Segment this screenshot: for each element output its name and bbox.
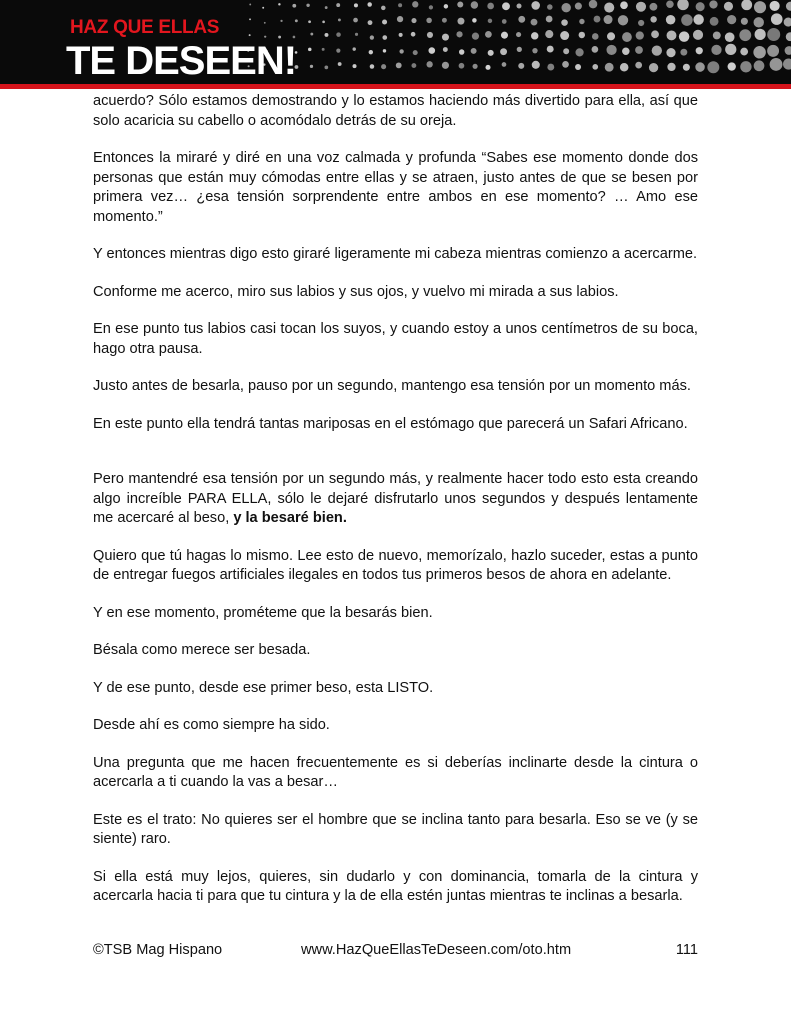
halftone-dot [767,45,779,57]
halftone-dot [741,0,752,10]
paragraph: En ese punto tus labios casi tocan los suyos, y cuando estoy a unos centímetros de su boca, hago otra pausa. [93,321,698,357]
halftone-dot [604,15,613,24]
halftone-dot [398,3,402,7]
halftone-dot [693,14,703,24]
halftone-dot [575,48,583,56]
halftone-dot [740,48,748,56]
halftone-dot [636,31,644,39]
halftone-dot [635,62,642,69]
halftone-dot [713,31,721,39]
halftone-dot [354,3,358,7]
halftone-dot [502,2,510,10]
halftone-dot [411,18,416,23]
halftone-dot [381,64,386,69]
halftone-dot [560,31,569,40]
halftone-dot [693,30,703,40]
halftone-dot [784,18,791,27]
halftone-dot [605,63,614,72]
halftone-dot [547,4,553,10]
halftone-dot [369,50,373,54]
halftone-dot [262,7,264,9]
halftone-dot [579,19,584,24]
halftone-dot [306,4,309,7]
halftone-dot [399,49,403,53]
halftone-dot [382,35,387,40]
halftone-dot [594,16,601,23]
halftone-dot [485,65,490,70]
halftone-dot [325,6,328,9]
halftone-dot [635,46,643,54]
paragraph: Entonces la miraré y diré en una voz calmada y profunda “Sabes ese momento donde dos personas que están muy cómodas entre ellas y se atraen, justo antes de que se besen por primera vez… ¿esa tensión sorprendente entre ambos en ese momento? … Amo ese momento.” [93,150,698,225]
halftone-dot [457,1,463,7]
halftone-dot [531,19,538,26]
halftone-dot [563,48,569,54]
halftone-dot [336,49,340,53]
halftone-dot [739,29,751,41]
halftone-dot [785,46,791,55]
halftone-dot [767,28,780,41]
halftone-dot [444,4,448,8]
halftone-dot [561,3,570,12]
halftone-dot [741,18,748,25]
halftone-dot [754,17,764,27]
footer-copyright: ©TSB Mag Hispano [93,942,223,958]
halftone-dot [249,34,251,36]
halftone-dot [517,47,522,52]
halftone-dot [502,62,507,67]
paragraph: Este es el trato: No quieres ser el hombre que se inclina tanto para besarla. Eso se ve (y se siente) raro. [93,811,698,847]
halftone-dot [367,2,372,7]
halftone-dot [725,32,735,42]
halftone-dot [264,22,266,24]
halftone-dot [771,13,783,25]
halftone-dot [353,47,356,50]
halftone-dot [679,31,690,42]
halftone-dot [338,62,342,66]
halftone-dot [353,18,358,23]
halftone-dot [652,45,662,55]
header-title-big: TE DESEEN! [66,39,297,83]
halftone-dot [457,18,464,25]
halftone-dot [310,33,313,36]
halftone-dot [546,16,553,23]
halftone-dot [459,49,464,54]
halftone-dot [786,2,791,11]
halftone-dot [592,46,599,53]
halftone-dot [442,62,449,69]
halftone-dot [427,32,433,38]
halftone-dot [575,3,582,10]
halftone-dot [249,18,251,20]
halftone-dot [696,47,703,54]
paragraph: Desde ahí es como siempre ha sido. [93,717,330,733]
halftone-dot [502,19,507,24]
halftone-dot [517,3,522,8]
halftone-dot [680,49,687,56]
halftone-dot [770,1,780,11]
halftone-dot [725,44,736,55]
halftone-dot [753,46,765,58]
halftone-dot [666,48,675,57]
halftone-dot [472,33,479,40]
halftone-dot [336,32,341,37]
halftone-dot [677,0,689,10]
halftone-dot [666,0,674,8]
paragraph-text: Pero mantendré esa tensión por un segundo más, y realmente hacer todo esto esta creando algo increíble PARA ELLA, sólo le dejaré disfrutarlo unos segundos y después lentamente me acercaré al beso, [93,471,698,526]
halftone-dot [471,1,478,8]
halftone-dot [681,14,693,26]
halftone-dot [622,47,629,54]
halftone-dot [592,64,598,70]
page-footer [93,940,698,962]
paragraph: Justo antes de besarla, pauso por un segundo, mantengo esa tensión por un momento más. [93,378,691,394]
halftone-dot [443,47,448,52]
halftone-dot [618,15,628,25]
halftone-dot [382,19,387,24]
halftone-dot [650,16,656,22]
halftone-dot [545,30,553,38]
halftone-dot [426,61,432,67]
halftone-dot [310,65,313,68]
halftone-dot [397,16,403,22]
halftone-dot [638,20,644,26]
halftone-dot [352,64,356,68]
emphasis-text: y la besaré bien. [229,510,347,526]
halftone-dot [471,48,477,54]
halftone-dot [575,64,581,70]
halftone-dot [383,49,386,52]
paragraph: Y en ese momento, prométeme que la besarás bien. [93,604,433,621]
halftone-dot [355,33,358,36]
paragraph: Bésala como merece ser besada. [93,642,311,658]
halftone-dot [411,63,416,68]
halftone-dot [308,20,311,23]
paragraph: Si ella está muy lejos, quieres, sin dudarlo y con dominancia, tomarla de la cintura y acercarla hacia ti para que tu cintura y la de ella estén juntas mientras te inclinas a besarla. [93,868,698,904]
halftone-dot [707,61,719,73]
halftone-dot [456,31,462,37]
halftone-dot [324,66,328,70]
halftone-dot [516,32,521,37]
halftone-dot [740,61,751,72]
halftone-dot [501,32,508,39]
halftone-dot [754,1,766,13]
page-header-banner [0,0,791,84]
halftone-dot [683,64,690,71]
halftone-dot [264,36,266,38]
footer-url: www.HazQueEllasTeDeseen.com/oto.htm [301,942,572,958]
page-number: 111 [675,942,698,958]
halftone-dot [649,63,658,72]
halftone-dot [399,33,403,37]
halftone-dot [604,2,614,12]
paragraph: En este punto ella tendrá tantas mariposas en el estómago que parecerá un Safari Africano. [93,415,688,432]
halftone-dot [472,18,477,23]
halftone-dot [280,20,282,22]
header-title-small: HAZ QUE ELLAS [70,17,220,38]
halftone-dot [370,64,375,69]
halftone-dot [488,50,494,56]
halftone-dot [589,0,598,8]
halftone-dot [531,1,540,10]
halftone-dot [324,33,328,37]
halftone-dot [561,19,568,26]
halftone-dot [592,33,599,40]
paragraph: Una pregunta que me hacen frecuentemente es si deberías inclinarte desde la cintura o acercarla a ti cuando la vas a besar… [93,754,698,790]
halftone-dot [666,15,676,25]
halftone-dot [413,50,418,55]
header-red-rule [0,84,791,89]
paragraph: Y de ese punto, desde ese primer beso, esta LISTO. [93,679,434,696]
halftone-dot [308,48,312,52]
paragraph: acuerdo? Sólo estamos demostrando y lo estamos haciendo más divertido para ella, así que solo acaricia su cabello o acomódalo detrás de su oreja. [93,93,698,129]
halftone-dot [622,32,632,42]
halftone-dot [278,3,280,5]
halftone-dot [370,35,374,39]
halftone-dot [727,15,736,24]
halftone-dot [472,64,477,69]
halftone-dot [412,1,418,7]
halftone-dot [442,34,449,41]
halftone-dot [770,58,783,71]
paragraph: Conforme me acerco, miro sus labios y sus ojos, y vuelvo mi mirada a sus labios. [93,283,619,300]
halftone-dot [500,48,507,55]
halftone-dot [322,48,325,51]
halftone-dot [606,45,616,55]
halftone-dot [336,3,340,7]
halftone-dot [786,32,791,41]
halftone-dot [518,63,524,69]
halftone-dot [547,46,554,53]
paragraph: Y entonces mientras digo esto giraré ligeramente mi cabeza mientras comienzo a acercarme. [93,246,698,262]
halftone-dot [518,16,525,23]
halftone-dot [428,47,435,54]
halftone-dot [636,2,646,12]
halftone-dot [295,19,298,22]
halftone-dot [292,4,296,8]
halftone-dot [620,1,628,9]
halftone-dot [426,18,432,24]
halftone-dot [755,29,766,40]
halftone-dot [531,32,538,39]
halftone-dot [711,45,721,55]
halftone-dot [487,3,494,10]
halftone-dot [532,48,537,53]
halftone-dot [293,36,296,39]
page-body [93,92,698,925]
halftone-dot [620,63,629,72]
halftone-dot [532,61,540,69]
halftone-dot [442,18,447,23]
halftone-dot [724,2,733,11]
halftone-dot [709,0,717,8]
halftone-dot [249,4,251,6]
halftone-dot [338,18,341,21]
halftone-dot [485,31,492,38]
halftone-dot [368,20,373,25]
halftone-dot [562,61,569,68]
halftone-dot [381,6,386,11]
halftone-dot [429,5,433,9]
halftone-dot [667,30,677,40]
halftone-dot [710,17,719,26]
halftone-dot [695,62,705,72]
halftone-dot [396,62,402,68]
halftone-dot [728,62,736,70]
halftone-dot [754,60,765,71]
halftone-dot [649,3,657,11]
paragraph: Quiero que tú hagas lo mismo. Lee esto de nuevo, memorízalo, hazlo suceder, estas a punto de entregar fuegos artificiales ilegales en todos tus primeros besos de ahora en adelante. [93,547,698,583]
halftone-dot [579,32,585,38]
halftone-dot [783,59,791,70]
halftone-dot [322,21,325,24]
halftone-dot [411,32,416,37]
halftone-dot [488,19,492,23]
halftone-dot [696,2,705,11]
halftone-dot [651,30,659,38]
halftone-dot [667,63,675,71]
halftone-dot [459,63,465,69]
halftone-dot [547,64,554,71]
paragraph-with-emphasis [93,470,698,529]
halftone-dot [607,32,615,40]
